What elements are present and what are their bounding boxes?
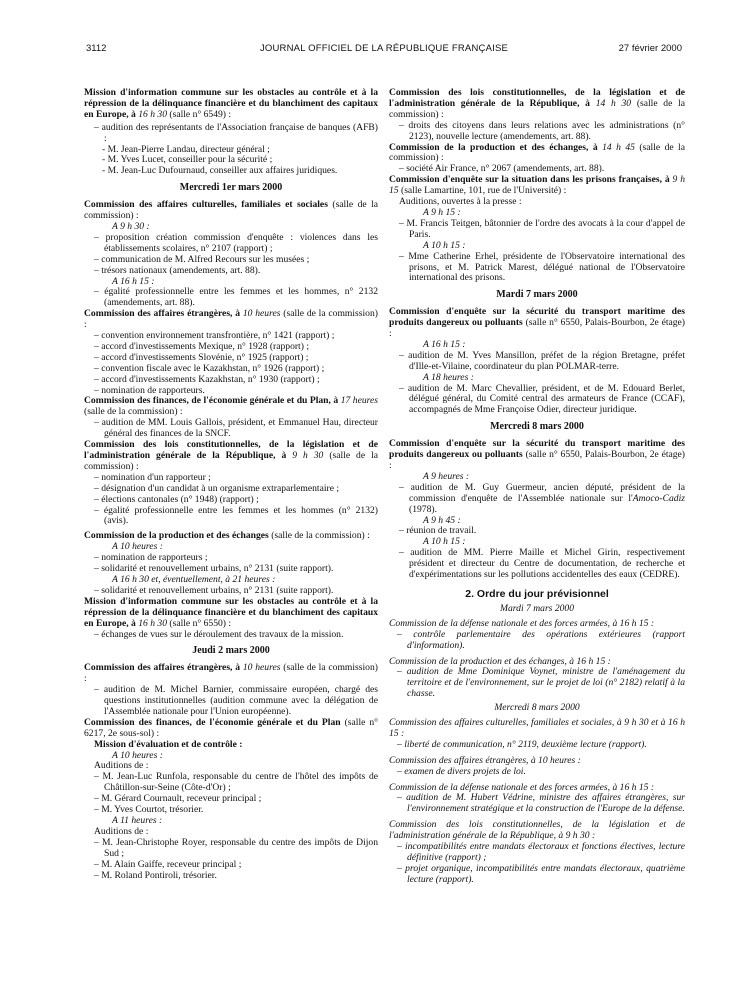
committee-block (84, 309, 378, 331)
agenda-item: – audition de M. Michel Barnier, commissaire européen, chargé des questions institutionnelles (audition commune avec la délégation de l'Assemblée nationale pour l'Union européenne). (94, 684, 378, 717)
agenda-item (389, 483, 685, 516)
section-heading: 2. Ordre du jour prévisionnel (465, 587, 609, 600)
committee-room: (salle n° 6217, 2e sous-sol) : (84, 716, 378, 739)
agenda-item: – incompatibilités entre mandats électoraux et fonctions électives, lecture définitive (rapport) ; (397, 841, 685, 863)
session-time: A 16 h 15 : (112, 275, 155, 287)
agenda-item: – société Air France, n° 2067 (amendements, art. 88). (399, 163, 605, 175)
agenda-item: – droits des citoyens dans leurs relations avec les administrations (n° 2123), nouvelle lecture (amendements, art. 88). (399, 119, 685, 142)
committee-block (84, 396, 378, 418)
day-heading: Mercredi 8 mars 2000 (490, 421, 584, 433)
committee-title: Commission des affaires étrangères, à (84, 662, 241, 674)
agenda-item: – égalité professionnelle entre les femmes et les hommes, n° 2132 (amendements, art. 88). (94, 286, 378, 309)
committee-title: Commission des affaires étrangères, à 10 heures : (389, 754, 581, 766)
auditions-label: Auditions, ouvertes à la presse : (399, 196, 522, 208)
session-time: 10 heures (242, 308, 281, 320)
agenda-item: – solidarité et renouvellement urbains, n° 2131 (suite rapport). (94, 563, 334, 575)
agenda-item: – échanges de vues sur le déroulement des travaux de la mission. (94, 628, 344, 640)
session-time: A 10 heures : (112, 541, 163, 553)
agenda-item: – proposition création commission d'enquête : violences dans les établissements scolaires, n° 2107 (rapport) ; (94, 231, 378, 254)
agenda-item: – nomination de rapporteurs ; (94, 552, 208, 564)
committee-title: Commission d'enquête sur la sécurité du transport maritime des produits dangereux ou polluants (389, 438, 685, 461)
session-time: A 18 heures : (423, 371, 474, 383)
committee-room: (salle n° 6550, Palais-Bourbon, 2e étage) : (389, 449, 686, 471)
agenda-item: - M. Jean-Pierre Landau, directeur général ; (102, 143, 270, 155)
mission-block-1 (84, 88, 378, 121)
committee-title: Commission des affaires culturelles, familiales et sociales (84, 199, 328, 211)
session-time: 17 heures (340, 395, 379, 407)
agenda-item: – M. Francis Teitgen, bâtonnier de l'ordre des avocats à la cour d'appel de Paris. (399, 217, 685, 240)
agenda-item: – projet organique, incompatibilités entre mandats électoraux, quatrième lecture (rapport). (397, 862, 685, 885)
committee-title: Commission de la production et des échanges (84, 530, 269, 542)
session-time: A 10 heures : (112, 749, 163, 761)
agenda-item: – M. Yves Courtot, trésorier. (94, 804, 204, 816)
session-time: A 9 h 45 : (423, 514, 461, 526)
agenda-item: – trésors nationaux (amendements, art. 88). (94, 264, 261, 276)
committee-title: Commission d'enquête sur la situation dans les prisons françaises, à (389, 174, 670, 186)
committee-block (389, 307, 685, 340)
committee-title: Commission des affaires culturelles, familiales et sociales, à 9 h 30 et à 16 h 15 : (389, 717, 685, 739)
agenda-item: - M. Yves Lucet, conseiller pour la sécurité ; (102, 154, 273, 166)
agenda-item: – M. Alain Gaiffe, receveur principal ; (94, 858, 242, 870)
committee-room: (salle de la commission) : (84, 662, 378, 685)
agenda-item: – M. Jean-Luc Runfola, responsable du centre de l'hôtel des impôts de Châtillon-sur-Seine (Côte-d'Or) ; (94, 771, 378, 794)
day-heading: Jeudi 2 mars 2000 (192, 645, 270, 657)
day-heading: Mardi 7 mars 2000 (500, 602, 574, 614)
committee-room: (salle de la commission) : (389, 141, 685, 164)
agenda-item: – égalité professionnelle entre les femmes et les hommes (n° 2132) (avis). (94, 504, 378, 527)
agenda-text: (1978). (409, 503, 437, 515)
committee-title: Commission de la défense nationale et des forces armées, à 16 h 15 : (389, 617, 655, 629)
session-time: 14 h 45 (602, 141, 635, 153)
ship-name: Amoco-Cadiz (632, 492, 685, 504)
agenda-item: – élections cantonales (n° 1948) (rapport) ; (94, 493, 259, 505)
mission-title: Mission d'information commune sur les obstacles au contrôle et à la répression de la délinquance financière et du blanchiment des capitaux en Europe, à (84, 87, 378, 120)
agenda-item: – contrôle parlementaire des opérations extérieures (rapport d'information). (397, 628, 685, 651)
agenda-item: – audition de M. Hubert Védrine, ministre des affaires étrangères, sur l'environnement stratégique et la construction de l'Europe de la défense. (397, 792, 685, 815)
committee-title: Commission de la production et des échanges, à (389, 141, 598, 153)
committee-title: Commission des finances, de l'économie générale et du Plan, à (84, 395, 339, 407)
mission-block-2 (84, 597, 378, 630)
mission-subtitle: Mission d'évaluation et de contrôle : (94, 738, 243, 750)
committee-title: Commission de la production et des échanges, à 16 h 15 : (389, 655, 611, 667)
session-room: (salle n° 6550) : (169, 617, 232, 629)
committee-block (84, 200, 378, 222)
auditions-label: Auditions de : (94, 760, 149, 772)
agenda-item: – M. Jean-Christophe Royer, responsable du centre des impôts de Dijon Sud ; (94, 836, 378, 859)
agenda-item: – M. Gérard Cournault, receveur principal ; (94, 793, 262, 805)
session-time: A 9 h 15 : (423, 206, 461, 218)
mission-title: Mission d'information commune sur les obstacles au contrôle et à la répression de la délinquance financière et du blanchiment des capitaux en Europe, à (84, 595, 378, 629)
session-time: 10 heures (242, 662, 281, 674)
committee-room: (salle de la commission) : (84, 406, 183, 418)
agenda-item: – nomination d'un rapporteur ; (94, 471, 211, 483)
agenda-item: – audition des représentants de l'Association française de banques (AFB) : (94, 121, 378, 144)
session-time: A 16 h 30 et, éventuellement, à 21 heures : (112, 573, 276, 585)
agenda-item: – audition de MM. Louis Gallois, président, et Emmanuel Hau, directeur général des finances de la SNCF. (94, 417, 378, 440)
agenda-item: – convention fiscale avec le Kazakhstan, n° 1926 (rapport) ; (94, 362, 325, 374)
page-number: 3112 (86, 43, 107, 54)
agenda-item: – communication de M. Alfred Recours sur les musées ; (94, 253, 310, 265)
agenda-item: – nomination de rapporteurs. (94, 384, 205, 396)
committee-room: (salle Lamartine, 101, rue de l'Université) : (401, 185, 567, 197)
journal-title: JOURNAL OFFICIEL DE LA RÉPUBLIQUE FRANÇAISE (259, 43, 509, 54)
session-time: 14 h 30 (595, 97, 632, 109)
committee-block (389, 175, 685, 197)
agenda-item: – accord d'investissements Kazakhstan, n° 1930 (rapport) ; (94, 373, 320, 385)
committee-title: Commission de la défense nationale et des forces armées, à 16 h 15 : (389, 781, 655, 793)
committee-block (84, 718, 378, 740)
committee-room: (salle de la commission) : (389, 97, 685, 120)
agenda-item: – Mme Catherine Erhel, présidente de l'Observatoire international des prisons, et M. Patrick Marest, délégué national de l'Observatoire international des prisons. (399, 250, 685, 284)
agenda-item: – audition de MM. Pierre Maille et Michel Girin, respectivement président et directeur du Centre de documentation, de recherche et d'expérimentations sur les pollutions accidentelles des eaux (CEDRE). (399, 547, 685, 581)
day-heading: Mercredi 8 mars 2000 (494, 702, 580, 714)
session-time: 9 h 15 (389, 174, 686, 197)
committee-room: (salle de la commission) : (84, 199, 378, 222)
committee-title: Commission des finances, de l'économie générale et du Plan (84, 716, 341, 728)
committee-title: Commission d'enquête sur la sécurité du transport maritime des produits dangereux ou polluants (389, 306, 685, 329)
session-time: 16 h 30 (138, 108, 167, 120)
session-time: A 10 h 15 : (423, 239, 466, 251)
session-time: A 10 h 15 : (423, 536, 466, 548)
agenda-item: – audition de Mme Dominique Voynet, ministre de l'aménagement du territoire et de l'environnement, sur le projet de loi (n° 2182) relatif à la chasse. (397, 666, 685, 700)
session-time: 9 h 30 (292, 450, 324, 461)
session-time: A 16 h 15 : (423, 338, 466, 350)
committee-title: Commission des lois constitutionnelles, de la législation et de l'administration générale de la République, à (84, 439, 378, 461)
committee-block (84, 663, 378, 685)
agenda-item: – réunion de travail. (399, 525, 477, 537)
day-heading: Mardi 7 mars 2000 (496, 289, 578, 301)
agenda-text: – audition de M. Guy Guermeur, ancien député, président de la commission d'enquête de l'Assemblée nationale sur l' (399, 481, 685, 504)
committee-room: (salle n° 6550, Palais-Bourbon, 2e étage) : (389, 317, 686, 340)
agenda-item: – audition de M. Yves Mansillon, préfet de la région Bretagne, préfet d'Ille-et-Vilaine, coordinateur du plan POLMAR-terre. (399, 349, 685, 372)
committee-title: Commission des lois constitutionnelles, de la législation et de l'administration générale de la République, à 9 h 30 : (389, 819, 685, 842)
day-heading: Mercredi 1er mars 2000 (179, 182, 283, 194)
committee-room: (salle de la commission) : (84, 450, 378, 472)
session-time: 16 h 30 (138, 617, 167, 629)
auditions-label: Auditions de : (94, 825, 149, 837)
right-column (389, 88, 685, 886)
committee-block (389, 143, 685, 165)
agenda-item: – liberté de communication, n° 2119, deuxième lecture (rapport). (397, 738, 647, 750)
committee-room: (salle de la commission) : (271, 530, 370, 542)
committee-title: Commission des lois constitutionnelles, de la législation et de l'administration générale de la République, à (389, 87, 685, 109)
page-header (86, 43, 682, 57)
agenda-item: - M. Jean-Luc Dufournaud, conseiller aux affaires juridiques. (102, 165, 338, 177)
agenda-item: – accord d'investissements Slovénie, n° 1925 (rapport) ; (94, 351, 309, 363)
agenda-item: – examen de divers projets de loi. (397, 765, 526, 777)
header-date: 27 février 2000 (618, 43, 682, 54)
session-time: A 11 heures : (112, 815, 163, 826)
committee-block (84, 440, 378, 473)
agenda-item: – désignation d'un candidat à un organisme extraparlementaire ; (94, 482, 340, 494)
left-column (84, 88, 378, 881)
committee-room: (salle de la commission) : (84, 308, 378, 331)
agenda-item: – audition de M. Marc Chevallier, président, et de M. Edouard Berlet, délégué général, du Comité central des armateurs de France (CCAF), accompagnés de Mme Françoise Odier, directeur juridique. (399, 382, 685, 416)
committee-title: Commission des affaires étrangères, à (84, 308, 241, 320)
agenda-item: – solidarité et renouvellement urbains, n° 2131 (suite rapport). (94, 584, 334, 596)
session-time: A 9 h 30 : (112, 220, 150, 232)
committee-block (389, 439, 685, 472)
agenda-item: – accord d'investissements Mexique, n° 1928 (rapport) ; (94, 340, 309, 352)
session-room: (salle n° 6549) : (169, 108, 232, 120)
agenda-item: – M. Roland Pontiroli, trésorier. (94, 869, 217, 881)
session-time: A 9 heures : (423, 470, 470, 482)
agenda-item: – convention environnement transfrontière, n° 1421 (rapport) ; (94, 330, 335, 342)
committee-block (389, 88, 685, 121)
